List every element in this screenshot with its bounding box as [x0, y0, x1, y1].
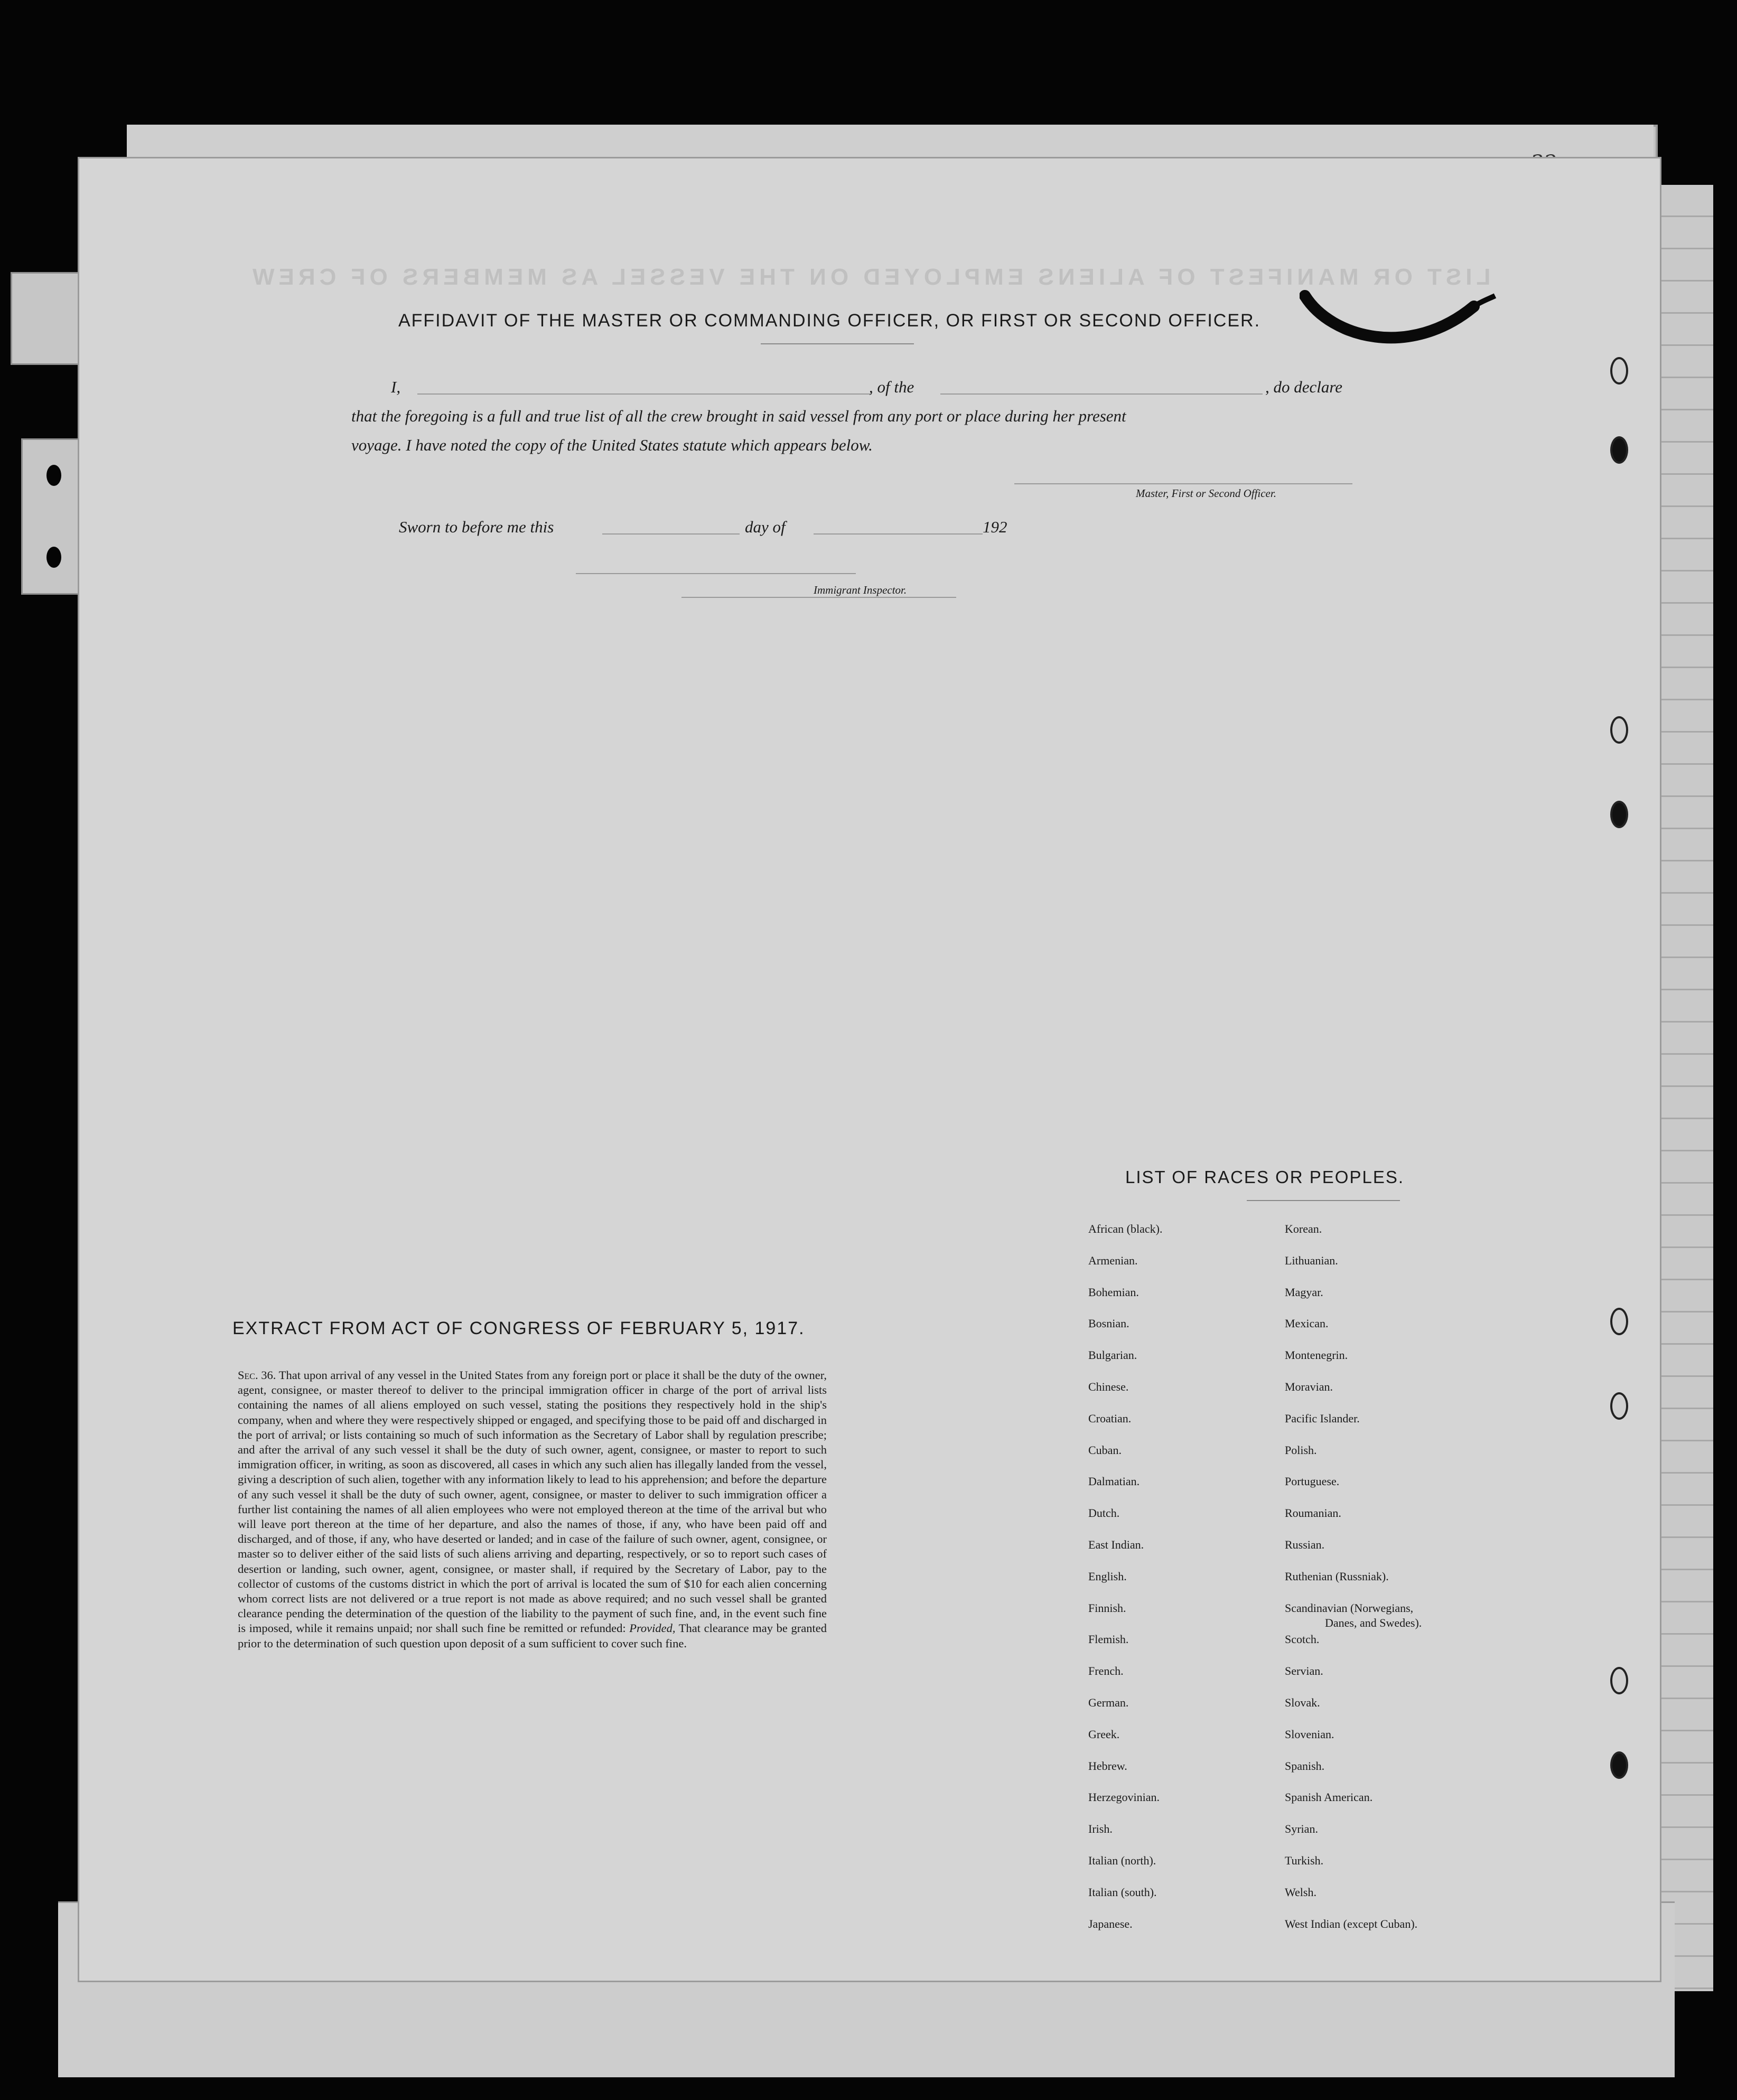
binder-hole — [1610, 716, 1628, 744]
race-item: Mexican. — [1285, 1317, 1329, 1330]
section-body-1: That upon arrival of any vessel in the United States from any foreign port or place it shall be the duty of the owner, agent, consignee, or master thereof to deliver to the principal immigration officer in charge of the port of arrival lists containing the names of all aliens employed on such vessel, stating the positions they respectively hold in the ship's company, when and where they were respectively shipped or engaged, and specifying those to be paid off and discharged in the port of arrival; or lists containing so much of such information as the Secretary of Labor shall by regulation prescribe; and after the arrival of any such vessel it shall be the duty of such owner, agent, consignee, or master to report to such immigration officer, in writing, as soon as discovered, all cases in which any such alien has illegally landed from the vessel, giving a description of such alien, together with any information likely to lead to his apprehension; and before the departure of any such vessel it shall be the duty of such owner, agent, consignee, or master to deliver to such immigration officer a further list containing the names of all alien employees who were not employed thereon at the time of the arrival but who will leave port thereon at the time of her departure, and also the names of those, if any, who have been paid off and discharged, and of those, if any, who have deserted or landed; and in case of the failure of such owner, agent, consignee, or master so to deliver either of the said lists of such aliens arriving and departing, respectively, or so to report such cases of desertion or landing, such owner, agent, consignee, or master shall, if required by the Secretary of Labor, pay to the collector of customs of the customs district in which the port of arrival is located the sum of $10 for each alien concerning whom correct lists are not delivered or a true report is not made as above required; and no such vessel shall be granted clearance pending the determination of the question of the liability to the payment of such fine, and, in the event such fine is imposed, while it remains unpaid; nor shall such fine be remitted or refunded: — [238, 1368, 827, 1635]
top-sheet-strip — [127, 125, 1654, 163]
race-item: Roumanian. — [1285, 1506, 1341, 1520]
left-tab — [21, 438, 88, 595]
race-item: Lithuanian. — [1285, 1254, 1338, 1267]
section-36-text — [238, 1368, 827, 1651]
race-item: Welsh. — [1285, 1886, 1316, 1899]
binder-hole — [1610, 1751, 1628, 1779]
binder-hole — [1610, 436, 1628, 464]
punch-hole — [46, 547, 61, 568]
race-item: Greek. — [1088, 1728, 1120, 1741]
race-item: Scotch. — [1285, 1633, 1320, 1646]
vessel-name-line — [940, 393, 1263, 395]
bleed-through-text: LIST OR MANIFEST OF ALIENS EMPLOYED ON THE VESSEL AS MEMBERS OF CREW — [248, 264, 1491, 290]
race-item: Ruthenian (Russniak). — [1285, 1570, 1389, 1583]
divider — [1247, 1200, 1400, 1201]
race-item: Bosnian. — [1088, 1317, 1129, 1330]
race-item: Montenegrin. — [1285, 1348, 1348, 1362]
race-item: Italian (north). — [1088, 1854, 1156, 1867]
race-item: Danes, and Swedes). — [1325, 1616, 1422, 1629]
race-item: West Indian (except Cuban). — [1285, 1917, 1418, 1930]
affidavit-title: AFFIDAVIT OF THE MASTER OR COMMANDING OFFICER, OR FIRST OR SECOND OFFICER. — [398, 311, 1261, 331]
race-item: Portuguese. — [1285, 1475, 1340, 1488]
race-item: Spanish. — [1285, 1759, 1325, 1773]
race-item: Russian. — [1285, 1538, 1325, 1551]
left-tab — [11, 272, 88, 365]
race-item: Armenian. — [1088, 1254, 1138, 1267]
race-item: Pacific Islander. — [1285, 1412, 1360, 1425]
race-item: German. — [1088, 1696, 1129, 1709]
binder-hole — [1610, 1667, 1628, 1694]
race-item: Korean. — [1285, 1222, 1322, 1235]
race-item: Moravian. — [1285, 1380, 1333, 1393]
section-body-2: That clearance may be granted prior to the determination of such question upon deposit of a sum sufficient to cover such fine. — [238, 1621, 827, 1650]
race-item: Turkish. — [1285, 1854, 1324, 1867]
race-item: English. — [1088, 1570, 1127, 1583]
race-item: Magyar. — [1285, 1286, 1323, 1299]
section-provided: Provided, — [629, 1621, 676, 1635]
race-item: Dutch. — [1088, 1506, 1120, 1520]
race-item: Chinese. — [1088, 1380, 1129, 1393]
divider — [761, 343, 914, 344]
binder-hole — [1610, 1308, 1628, 1335]
race-item: East Indian. — [1088, 1538, 1144, 1551]
race-item: Bohemian. — [1088, 1286, 1139, 1299]
sworn-month-line — [814, 533, 983, 535]
race-item: Polish. — [1285, 1443, 1317, 1457]
race-item: Japanese. — [1088, 1917, 1133, 1930]
affidavit-of-the: , of the — [869, 378, 914, 396]
extract-title: EXTRACT FROM ACT OF CONGRESS OF FEBRUARY 5, 1917. — [232, 1318, 805, 1338]
form-page — [79, 158, 1660, 1981]
race-item: Slovenian. — [1285, 1728, 1334, 1741]
day-of-text: day of — [745, 518, 786, 536]
races-title: LIST OF RACES OR PEOPLES. — [1125, 1167, 1405, 1187]
race-item: Bulgarian. — [1088, 1348, 1137, 1362]
binder-hole — [1610, 1392, 1628, 1420]
master-name-line — [417, 393, 872, 395]
inspector-signature-line — [681, 597, 956, 598]
affidavit-i: I, — [391, 378, 401, 396]
sworn-day-line — [602, 533, 740, 535]
inspector-caption: Immigrant Inspector. — [814, 584, 907, 596]
race-item: Croatian. — [1088, 1412, 1132, 1425]
race-item: Hebrew. — [1088, 1759, 1127, 1773]
binder-hole — [1610, 357, 1628, 385]
master-signature-line — [1014, 483, 1352, 484]
race-item: Italian (south). — [1088, 1886, 1157, 1899]
race-item: Herzegovinian. — [1088, 1790, 1160, 1804]
sworn-text: Sworn to before me this — [399, 518, 554, 536]
race-item: Slovak. — [1285, 1696, 1320, 1709]
race-item: African (black). — [1088, 1222, 1163, 1235]
race-item: Dalmatian. — [1088, 1475, 1140, 1488]
punch-hole — [46, 465, 61, 486]
race-item: Irish. — [1088, 1822, 1113, 1835]
master-caption: Master, First or Second Officer. — [1136, 487, 1276, 500]
race-item: Servian. — [1285, 1664, 1323, 1677]
inspector-line-1 — [576, 573, 856, 574]
race-item: French. — [1088, 1664, 1124, 1677]
year-prefix: 192 — [983, 518, 1007, 536]
affidavit-line-3: voyage. I have noted the copy of the United States statute which appears below. — [351, 436, 873, 454]
race-item: Spanish American. — [1285, 1790, 1373, 1804]
race-item: Cuban. — [1088, 1443, 1122, 1457]
affidavit-do-declare: , do declare — [1265, 378, 1343, 396]
race-item: Finnish. — [1088, 1601, 1126, 1615]
section-label: Sec. 36. — [238, 1368, 276, 1382]
binder-hole — [1610, 801, 1628, 828]
race-item: Syrian. — [1285, 1822, 1318, 1835]
affidavit-line-2: that the foregoing is a full and true list of all the crew brought in said vessel from any port or place during her present — [351, 407, 1126, 425]
race-item: Flemish. — [1088, 1633, 1129, 1646]
race-item: Scandinavian (Norwegians, — [1285, 1601, 1414, 1615]
